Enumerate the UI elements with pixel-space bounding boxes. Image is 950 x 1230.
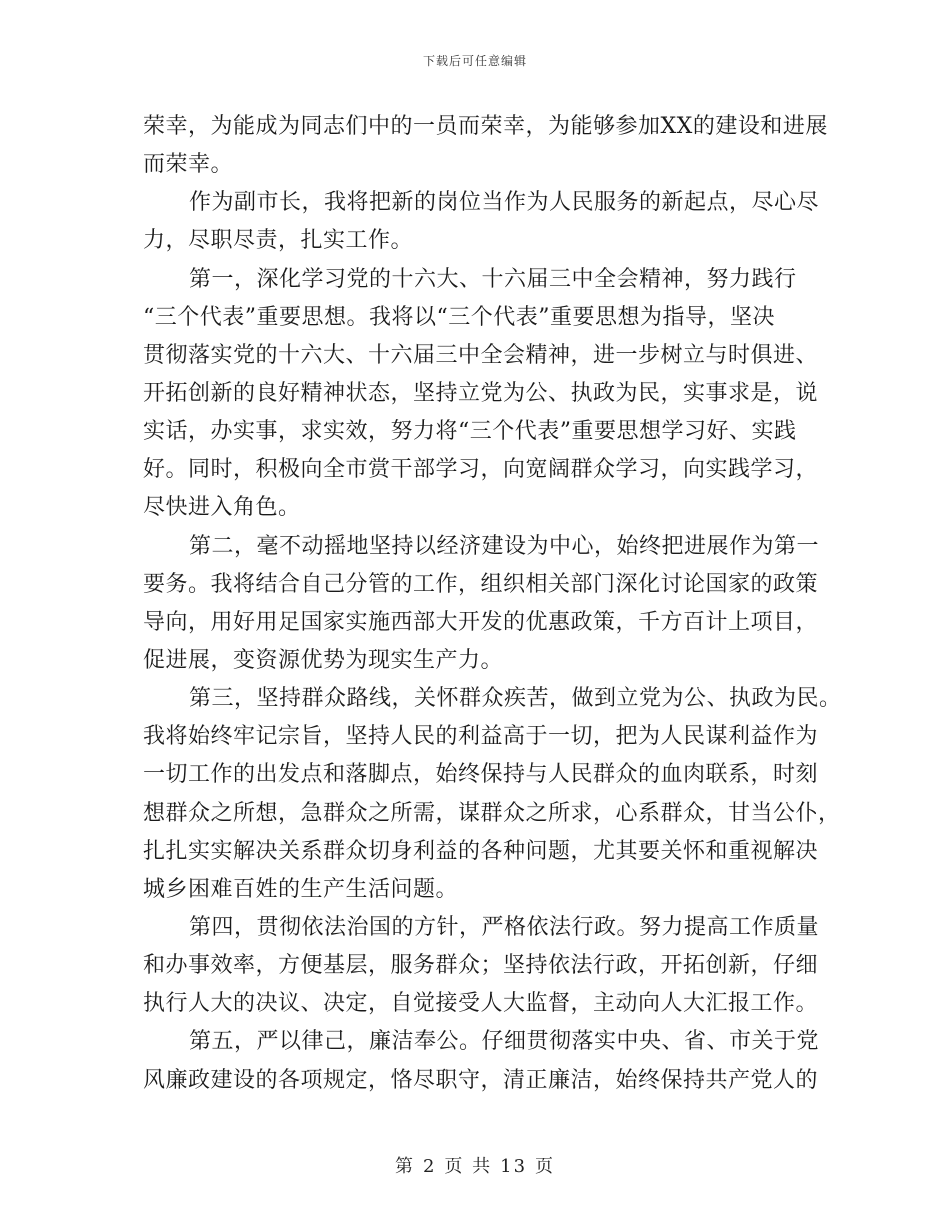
text-line: 力，尽职尽责，扎实工作。 [143, 228, 414, 254]
footer-middle: 页 共 [444, 1156, 493, 1177]
document-body [143, 108, 842, 1100]
paragraph-start-line: 第五，严以律己，廉洁奉公。仔细贯彻落实中央、省、市关于党 [189, 1029, 820, 1055]
text-line: 风廉政建设的各项规定，恪尽职守，清正廉洁，始终保持共产党人的 [143, 1067, 819, 1093]
page-number: 2 [422, 1156, 437, 1177]
page-footer [0, 1152, 950, 1178]
paragraph-start-line: 第三，坚持群众路线，关怀群众疾苦，做到立党为公、执政为民。 [189, 686, 842, 712]
page-total: 13 [500, 1156, 528, 1177]
text-line: 开拓创新的良好精神状态，坚持立党为公、执政为民，实事求是，说 [143, 380, 819, 406]
text-line: 城乡困难百姓的生产生活问题。 [143, 876, 459, 902]
text-line: 扎扎实实解决关系群众切身利益的各种问题，尤其要关怀和重视解决 [143, 838, 819, 864]
text-line: 要务。我将结合自己分管的工作，组织相关部门深化讨论国家的政策 [143, 571, 819, 597]
text-line: 尽快进入角色。 [143, 495, 301, 521]
text-line: 而荣幸。 [143, 152, 234, 178]
text-line: 促进展，变资源优势为现实生产力。 [143, 647, 504, 673]
paragraph-start-line: 第二，毫不动摇地坚持以经济建设为中心，始终把进展作为第一 [189, 533, 820, 559]
page-header: 下载后可任意编辑 [422, 54, 527, 68]
text-line: 和办事效率，方便基层，服务群众；坚持依法行政，开拓创新，仔细 [143, 953, 819, 979]
text-line: 想群众之所想，急群众之所需，谋群众之所求，心系群众，甘当公仆， [143, 800, 841, 826]
paragraph-start-line: 第一，深化学习党的十六大、十六届三中全会精神，努力践行 [189, 266, 797, 292]
text-line: 我将始终牢记宗旨，坚持人民的利益高于一切，把为人民谋利益作为 [143, 724, 819, 750]
text-line: 荣幸，为能成为同志们中的一员而荣幸，为能够参加XX的建设和进展 [143, 114, 828, 139]
text-line: 好。同时，积极向全市赏干部学习，向宽阔群众学习，向实践学习， [143, 457, 819, 483]
paragraph-start-line: 第四，贯彻依法治国的方针，严格依法行政。努力提高工作质量 [189, 914, 820, 940]
text-line: 实话，办实事，求实效，努力将“三个代表”重要思想学习好、实践 [143, 419, 797, 445]
text-line: 贯彻落实党的十六大、十六届三中全会精神，进一步树立与时俱进、 [143, 342, 819, 368]
text-line: 导向，用好用足国家实施西部大开发的优惠政策，千方百计上项目， [143, 609, 819, 635]
text-line: 一切工作的出发点和落脚点，始终保持与人民群众的血肉联系，时刻 [143, 762, 819, 788]
footer-prefix: 第 [394, 1156, 415, 1177]
text-line: 执行人大的决议、决定，自觉接受人大监督，主动向人大汇报工作。 [143, 991, 819, 1017]
paragraph-start-line: 作为副市长，我将把新的岗位当作为人民服务的新起点，尽心尽 [189, 190, 820, 216]
footer-suffix: 页 [535, 1156, 556, 1177]
text-line: “三个代表”重要思想。我将以“三个代表”重要思想为指导，坚决 [143, 304, 775, 330]
